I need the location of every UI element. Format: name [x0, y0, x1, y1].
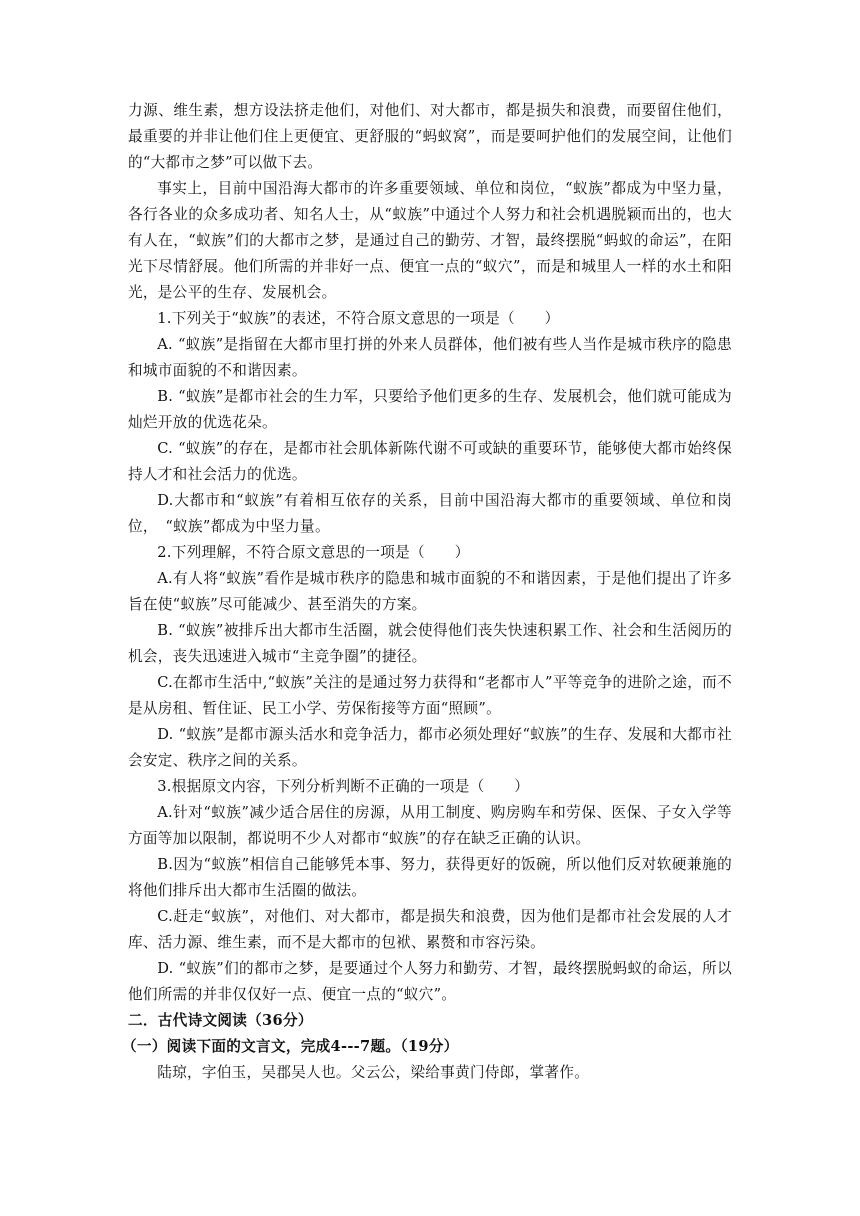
question-1-option-d: D.大都市和“蚁族”有着相互依存的关系，目前中国沿海大都市的重要领域、单位和岗位， “蚁族”都成为中坚力量。: [128, 492, 732, 535]
question-1-option-b: B. “蚁族”是都市社会的生力军，只要给予他们更多的生存、发展机会，他们就可能成为灿烂开放的优选花朵。: [128, 388, 732, 431]
subsection-heading-classical-prose: （一）阅读下面的文言文，完成4---7题。（19分）: [122, 1038, 459, 1055]
section-heading-classical-reading: 二．古代诗文阅读（36分）: [128, 1012, 313, 1029]
question-2-option-a: A.有人将“蚁族”看作是城市秩序的隐患和城市面貌的不和谐因素，于是他们提出了许多旨在使“蚁族”尽可能减少、甚至消失的方案。: [128, 570, 732, 613]
question-3-option-d: D. “蚁族”们的都市之梦，是要通过个人努力和勤劳、才智，最终摆脱蚂蚁的命运，所以他们所需的并非仅仅好一点、便宜一点的“蚁穴”。: [128, 960, 732, 1003]
paragraph-intro-continuation: 力源、维生素，想方设法挤走他们，对他们、对大都市，都是损失和浪费，而要留住他们，最重要的并非让他们住上更便宜、更舒服的“蚂蚁窝”，而是要呵护他们的发展空间，让他们的“大都市之梦”可以做下去。: [128, 102, 732, 171]
question-1-option-a: A. “蚁族”是指留在大都市里打拼的外来人员群体，他们被有些人当作是城市秩序的隐患和城市面貌的不和谐因素。: [128, 336, 732, 379]
paragraph-ant-tribe-success: 事实上，目前中国沿海大都市的许多重要领域、单位和岗位，“蚁族”都成为中坚力量，各行各业的众多成功者、知名人士，从“蚁族”中通过个人努力和社会机遇脱颖而出的，也大有人在，“蚁族”们的大都市之梦，是通过自己的勤劳、才智，最终摆脱“蚂蚁的命运”，在阳光下尽情舒展。他们所需的并非好一点、便宜一点的“蚁穴”，而是和城里人一样的水土和阳光，是公平的生存、发展机会。: [128, 180, 732, 301]
question-2-option-c: C.在都市生活中,“蚁族”关注的是通过努力获得和“老都市人”平等竞争的进阶之途，而不是从房租、暂住证、民工小学、劳保衔接等方面“照顾”。: [128, 674, 732, 717]
question-3-option-a: A.针对“蚁族”减少适合居住的房源，从用工制度、购房购车和劳保、医保、子女入学等方面等加以限制，都说明不少人对都市“蚁族”的存在缺乏正确的认识。: [128, 804, 732, 847]
question-1-stem: 1.下列关于“蚁族”的表述，不符合原文意思的一项是（ ）: [157, 310, 560, 327]
question-3-stem: 3.根据原文内容，下列分析判断不正确的一项是（ ）: [157, 778, 530, 795]
question-1-option-c: C. “蚁族”的存在，是都市社会肌体新陈代谢不可或缺的重要环节，能够使大都市始终保持人才和社会活力的优选。: [128, 440, 732, 483]
paragraph-lu-qiong-bio: 陆琼，字伯玉，吴郡吴人也。父云公，梁给事黄门侍郎，掌著作。: [157, 1064, 590, 1081]
question-2-stem: 2.下列理解，不符合原文意思的一项是（ ）: [157, 544, 470, 561]
question-3-option-b: B.因为“蚁族”相信自己能够凭本事、努力，获得更好的饭碗，所以他们反对软硬兼施的将他们排斥出大都市生活圈的做法。: [128, 856, 732, 899]
question-2-option-d: D. “蚁族”是都市源头活水和竞争活力，都市必须处理好“蚁族”的生存、发展和大都市社会安定、秩序之间的关系。: [128, 726, 732, 769]
document-body: [122, 98, 732, 1086]
question-2-option-b: B. “蚁族”被排斥出大都市生活圈，就会使得他们丧失快速积累工作、社会和生活阅历的机会，丧失迅速进入城市“主竞争圈”的捷径。: [128, 622, 732, 665]
question-3-option-c: C.赶走“蚁族”，对他们、对大都市，都是损失和浪费，因为他们是都市社会发展的人才库、活力源、维生素，而不是大都市的包袱、累赘和市容污染。: [128, 908, 732, 951]
